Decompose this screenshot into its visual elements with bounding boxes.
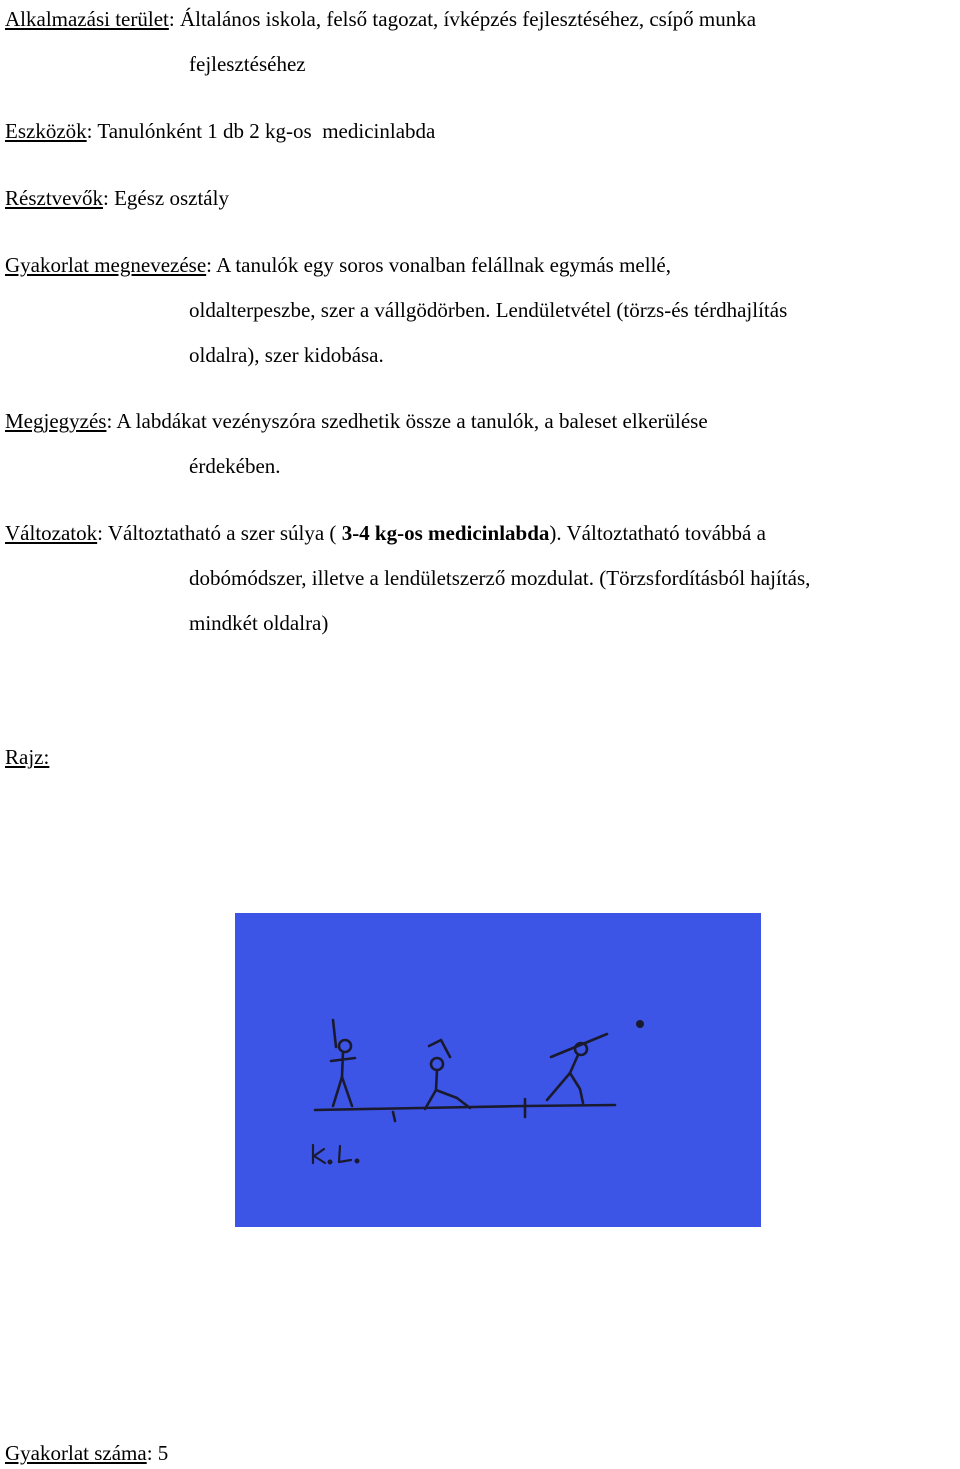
alkalmazasi-terulet-line-1 xyxy=(5,5,756,33)
rajz-label: Rajz: xyxy=(5,745,50,769)
resztvevok-value: Egész osztály xyxy=(114,186,229,210)
gyakorlat-megnevezese-line-1 xyxy=(5,251,671,279)
valtozatok-value-pre: Változtatható a szer súlya ( xyxy=(107,521,342,545)
alkalmazasi-terulet-label: Alkalmazási terület xyxy=(5,7,169,31)
alkalmazasi-terulet-separator: : xyxy=(168,7,180,31)
gyakorlat-megnevezese-line-2: oldalterpeszbe, szer a vállgödörben. Lendületvétel (törzs-és térdhajlítás xyxy=(189,298,788,322)
gyakorlat-szama-line xyxy=(5,1439,168,1467)
gyakorlat-szama-label: Gyakorlat száma xyxy=(5,1441,147,1465)
eszkozok-line xyxy=(5,117,435,145)
gyakorlat-megnevezese-line-3: oldalra), szer kidobása. xyxy=(189,343,384,367)
medicine-ball xyxy=(636,1020,644,1028)
valtozatok-value-post: ). Változtatható továbbá a xyxy=(549,521,766,545)
standing-torso xyxy=(342,1052,343,1077)
eszkozok-separator: : xyxy=(86,119,98,143)
megjegyzes-separator: : xyxy=(106,409,117,433)
megjegyzes-label: Megjegyzés xyxy=(5,409,107,433)
valtozatok-separator: : xyxy=(97,521,108,545)
eszkozok-value: Tanulónként 1 db 2 kg-os medicinlabda xyxy=(97,119,436,143)
bending-torso xyxy=(436,1070,437,1090)
valtozatok-line-1 xyxy=(5,519,766,547)
resztvevok-line xyxy=(5,184,229,212)
eszkozok-label: Eszközök xyxy=(5,119,87,143)
resztvevok-separator: : xyxy=(102,186,115,210)
resztvevok-label: Résztvevők xyxy=(5,186,103,210)
exercise-drawing xyxy=(235,913,761,1227)
alkalmazasi-terulet-value: Általános iskola, felső tagozat, ívképzés fejlesztéséhez, csípő munka xyxy=(179,7,757,31)
gyakorlat-megnevezese-value: A tanulók egy soros vonalban felállnak egymás mellé, xyxy=(216,253,671,277)
valtozatok-line-2: dobómódszer, illetve a lendületszerző mozdulat. (Törzsfordításból hajítás, xyxy=(189,566,811,590)
megjegyzes-line-2: érdekében. xyxy=(189,454,281,478)
drawing-background xyxy=(235,913,761,1227)
gyakorlat-megnevezese-separator: : xyxy=(206,253,217,277)
signature-dot-2 xyxy=(356,1160,359,1163)
gyakorlat-megnevezese-label: Gyakorlat megnevezése xyxy=(5,253,207,277)
valtozatok-label: Változatok xyxy=(5,521,98,545)
megjegyzes-line-1 xyxy=(5,407,708,435)
alkalmazasi-terulet-line-2: fejlesztéséhez xyxy=(189,52,306,76)
valtozatok-value-bold: 3-4 kg-os medicinlabda xyxy=(341,521,550,545)
signature-dot-1 xyxy=(329,1161,332,1164)
valtozatok-line-3: mindkét oldalra) xyxy=(189,611,329,635)
megjegyzes-value: A labdákat vezényszóra szedhetik össze a tanulók, a baleset elkerülése xyxy=(116,409,708,433)
gyakorlat-szama-value: 5 xyxy=(157,1441,169,1465)
gyakorlat-szama-separator: : xyxy=(146,1441,158,1465)
rajz-line xyxy=(5,743,49,771)
